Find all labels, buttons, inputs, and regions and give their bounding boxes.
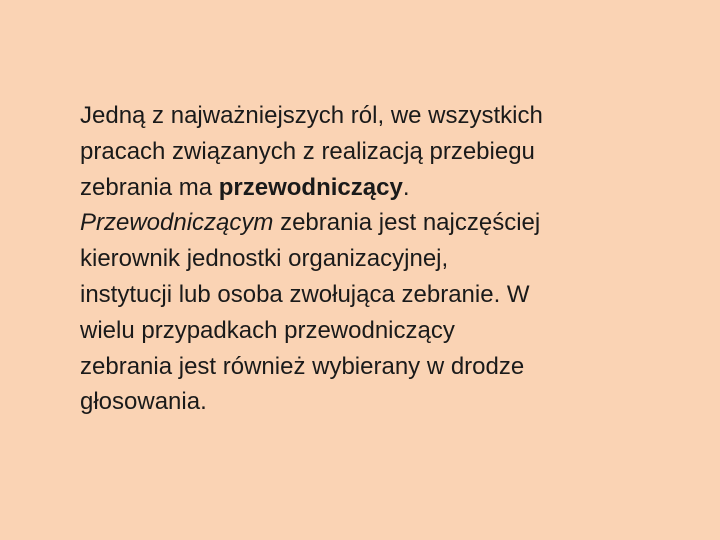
text-line-5: kierownik jednostki organizacyjnej, — [80, 245, 449, 273]
text-line-7: wielu przypadkach przewodniczący — [80, 316, 455, 344]
text-line-9: głosowania. — [80, 388, 207, 416]
emphasized-term: przewodniczący — [218, 173, 403, 201]
text-line-4-end: zebrania jest najczęściej — [273, 209, 541, 237]
text-line-3 — [80, 170, 680, 206]
text-line-3-start: zebrania ma — [80, 173, 219, 201]
text-line-8: zebrania jest również wybierany w drodze — [80, 352, 525, 380]
text-line-2: pracach związanych z realizacją przebiegu — [80, 137, 535, 165]
text-line-4 — [80, 205, 680, 241]
italic-term: Przewodniczącym — [80, 209, 274, 237]
text-line-3-end: . — [402, 173, 410, 201]
body-text — [80, 98, 680, 420]
text-line-1: Jedną z najważniejszych ról, we wszystkich — [80, 102, 543, 129]
text-line-6: instytucji lub osoba zwołująca zebranie. W — [80, 280, 530, 308]
